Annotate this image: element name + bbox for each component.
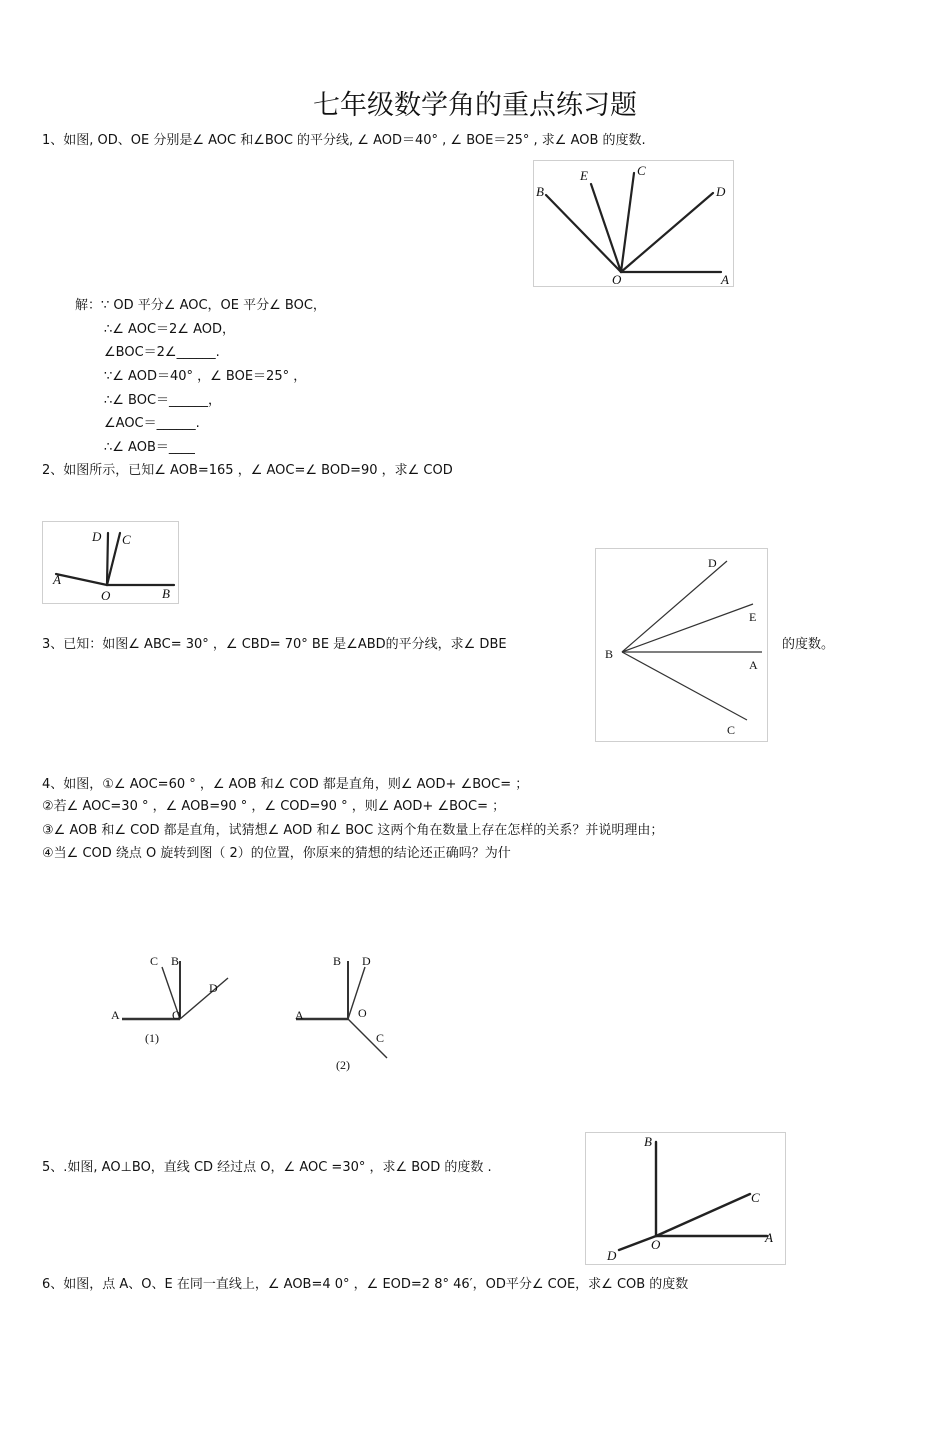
q3-figure-frame [596, 549, 768, 742]
ray-od [180, 978, 228, 1019]
question-1-text: 1、如图, OD、OE 分别是∠ AOC 和∠BOC 的平分线, ∠ AOD＝40° , ∠ BOE＝25° , 求∠ AOB 的度数. [42, 133, 646, 148]
label-c: C [751, 1190, 760, 1205]
label-d: D [92, 529, 102, 544]
label-c: C [150, 954, 159, 968]
label-d: D [362, 954, 371, 968]
ray-oc [621, 173, 634, 272]
q4-line-4: ④当∠ COD 绕点 O 旋转到图（ 2）的位置，你原来的猜想的结论还正确吗？为什 [42, 846, 511, 861]
q4-line-3: ③∠ AOB 和∠ COD 都是直角，试猜想∠ AOD 和∠ BOC 这两个角在数量上存在怎样的关系？并说明理由； [42, 823, 664, 838]
question-3-text: 3、已知：如图∠ ABC= 30° ，∠ CBD= 70° BE 是∠ABD的平分线，求∠ DBE [42, 637, 507, 652]
q1-solution-line-2: ∴∠ AOC＝2∠ AOD， [104, 322, 235, 337]
label-o: O [651, 1237, 661, 1252]
label-b: B [171, 954, 180, 968]
q1-figure [533, 160, 735, 288]
label-e: E [580, 168, 588, 183]
q4-figure-2 [290, 945, 400, 1075]
label-c: C [122, 532, 131, 547]
label-d: D [708, 556, 717, 570]
label-c: C [727, 723, 736, 737]
ray-bd [622, 561, 727, 652]
ray-ob [546, 195, 621, 272]
label-c: C [637, 163, 646, 178]
question-6-text: 6、如图，点 A、O、E 在同一直线上，∠ AOB=4 0° ，∠ EOD=2 8° 46′，OD平分∠ COE，求∠ COB 的度数 [42, 1277, 689, 1292]
fig2-caption: (2) [336, 1058, 350, 1072]
label-o: O [172, 1008, 181, 1022]
label-a: A [111, 1008, 120, 1022]
label-b: B [333, 954, 342, 968]
q1-solution-line-5: ∴∠ BOC＝______， [104, 393, 222, 408]
question-3-suffix: 的度数。 [782, 637, 835, 652]
label-b: B [605, 647, 614, 661]
q5-figure [585, 1132, 787, 1266]
fig1-caption: (1) [145, 1031, 159, 1045]
label-b: B [644, 1134, 652, 1149]
question-2-text: 2、如图所示，已知∠ AOB=165 ，∠ AOC=∠ BOD=90 ，求∠ COD [42, 463, 453, 478]
label-d: D [716, 184, 726, 199]
label-a: A [749, 658, 758, 672]
label-o: O [101, 588, 111, 603]
label-c: C [376, 1031, 385, 1045]
q4-line-2: ②若∠ AOC=30 ° ，∠ AOB=90 ° ，∠ COD=90 ° ，则∠ AOD+ ∠BOC= ； [42, 799, 506, 814]
q2-figure [42, 521, 180, 605]
q1-solution-line-7: ∴∠ AOB＝____ [104, 440, 195, 455]
q1-solution-line-4: ∵∠ AOD＝40° ，∠ BOE＝25° ， [104, 369, 307, 384]
label-b: B [162, 586, 170, 601]
q2-figure-frame [43, 522, 179, 604]
q3-figure [595, 548, 769, 743]
label-a: A [53, 572, 61, 587]
ray-od [621, 193, 713, 272]
ray-bc [622, 652, 747, 720]
ray-oc [656, 1194, 750, 1236]
label-a: A [721, 272, 729, 287]
label-o: O [358, 1006, 367, 1020]
ray-oe [591, 184, 621, 272]
question-5-text: 5、.如图, AO⊥BO，直线 CD 经过点 O，∠ AOC =30° ，求∠ BOD 的度数 . [42, 1160, 492, 1175]
q1-solution-line-6: ∠AOC＝______. [104, 416, 200, 431]
q1-solution-line-3: ∠BOC＝2∠______. [104, 345, 220, 360]
page-title: 七年级数学角的重点练习题 [313, 90, 637, 121]
ray-be [622, 604, 753, 652]
q1-solution-line-1: 解：∵ OD 平分∠ AOC，OE 平分∠ BOC， [75, 298, 326, 313]
label-a: A [295, 1008, 304, 1022]
label-b: B [536, 184, 544, 199]
label-d: D [209, 981, 218, 995]
ray-oa [56, 574, 107, 585]
q4-line-1: 4、如图，①∠ AOC=60 ° ，∠ AOB 和∠ COD 都是直角，则∠ AOD+ ∠BOC= ； [42, 777, 529, 792]
label-e: E [749, 610, 757, 624]
q4-figure-1 [108, 945, 238, 1050]
label-a: A [765, 1230, 773, 1245]
label-o: O [612, 272, 622, 287]
label-d: D [607, 1248, 617, 1263]
